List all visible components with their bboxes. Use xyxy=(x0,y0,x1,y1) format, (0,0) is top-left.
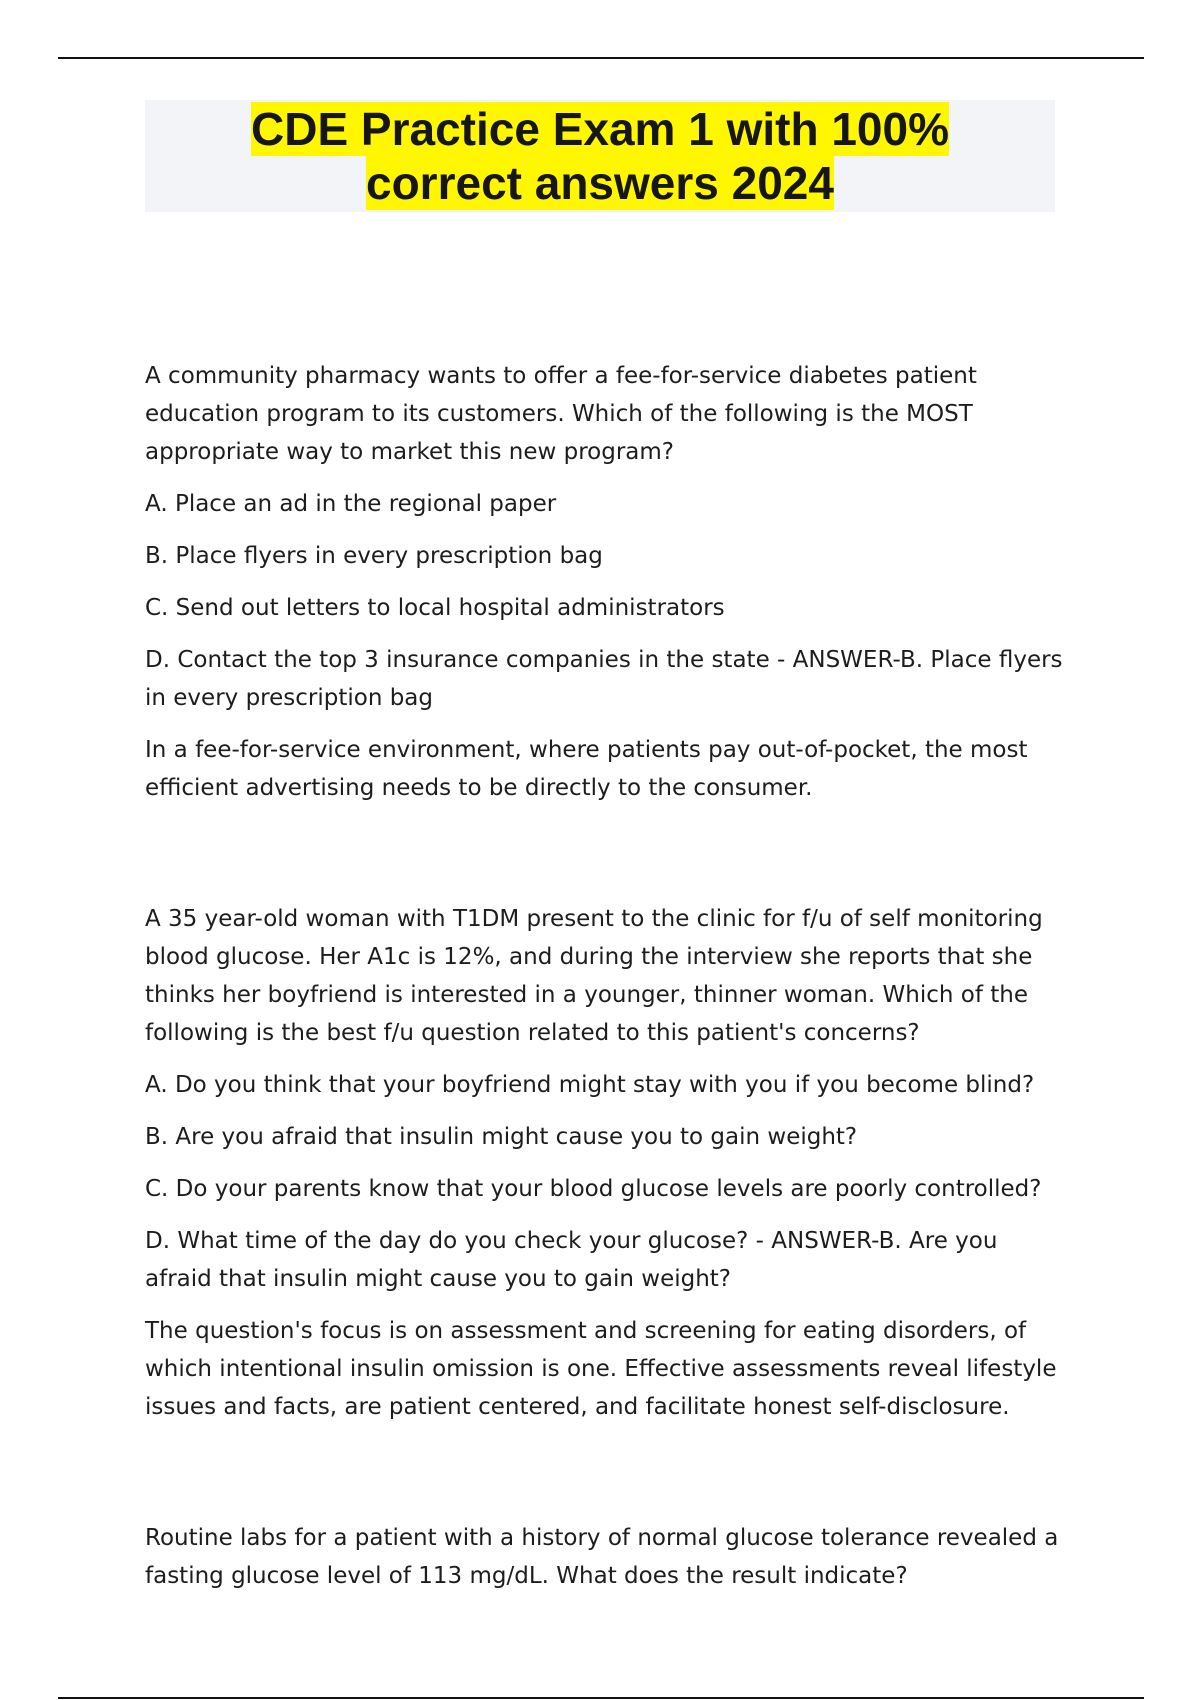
answer-explanation: In a fee-for-service environment, where patients pay out-of-pocket, the most efficient advertising needs to be directly to the consumer. xyxy=(145,737,1035,801)
answer-option-a: A. Do you think that your boyfriend might stay with you if you become blind? xyxy=(145,1072,1035,1098)
answer-option-b: B. Are you afraid that insulin might cause you to gain weight? xyxy=(145,1124,858,1150)
question-1 xyxy=(145,357,1070,807)
answer-option-b: B. Place flyers in every prescription bag xyxy=(145,543,603,569)
answer-option-c: C. Send out letters to local hospital administrators xyxy=(145,595,725,621)
answer-option-a: A. Place an ad in the regional paper xyxy=(145,491,557,517)
question-stem: Routine labs for a patient with a history of normal glucose tolerance revealed a fasting glucose level of 113 mg/dL. What does the result indicate? xyxy=(145,1525,1066,1589)
title-line-2: correct answers 2024 xyxy=(366,157,834,209)
title-block xyxy=(145,100,1055,212)
question-stem: A community pharmacy wants to offer a fee-for-service diabetes patient education program to its customers. Which of the following is the MOST appropriate way to market this new program? xyxy=(145,363,985,465)
top-rule xyxy=(58,57,1144,59)
document-body xyxy=(145,357,1070,1688)
answer-option-d: D. Contact the top 3 insurance companies in the state - ANSWER-B. Place flyers in every prescription bag xyxy=(145,647,1070,711)
bottom-rule xyxy=(58,1697,1144,1699)
question-2 xyxy=(145,900,1065,1426)
answer-explanation: The question's focus is on assessment and screening for eating disorders, of which intentional insulin omission is one. Effective assessments reveal lifestyle issues and facts, are patient centered, and facilitate honest self-disclosure. xyxy=(145,1318,1064,1420)
question-3 xyxy=(145,1519,1065,1595)
title-line-1: CDE Practice Exam 1 with 100% xyxy=(251,103,949,155)
answer-option-c: C. Do your parents know that your blood glucose levels are poorly controlled? xyxy=(145,1176,1042,1202)
answer-option-d: D. What time of the day do you check your glucose? - ANSWER-B. Are you afraid that insulin might cause you to gain weight? xyxy=(145,1228,1005,1292)
question-stem: A 35 year-old woman with T1DM present to the clinic for f/u of self monitoring blood glucose. Her A1c is 12%, and during the interview she reports that she thinks her boyfriend is interested in a younger, thinner woman. Which of the following is the best f/u question related to this patient's concerns? xyxy=(145,906,1050,1046)
